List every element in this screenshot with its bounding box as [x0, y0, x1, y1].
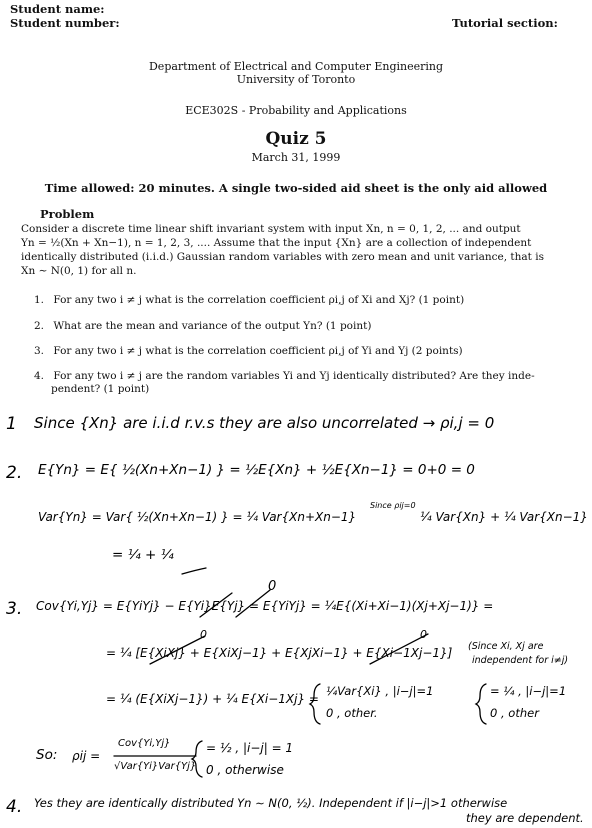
case-brace [192, 741, 202, 777]
question-text: For any two i ≠ j what is the correlation coefficient ρi,j of Yi and Yj (2 points) [53, 345, 463, 357]
answer-4: Yes they are identically distributed Yn ∼ N(0, ½). Independent if |i−j|>1 otherwise [34, 796, 508, 810]
cross-out-stroke [370, 634, 428, 664]
answer-3-case-2: 0 , other. [326, 706, 378, 720]
university: University of Toronto [236, 73, 356, 86]
tutorial-section-label: Tutorial section: [452, 16, 558, 30]
question-number: 4. [34, 370, 45, 382]
so-label: So: [36, 747, 58, 763]
answer-2-variance: Var{Yn} = Var{ ½(Xn+Xn−1) } = ¼ Var{Xn+Xn−1} [38, 510, 357, 524]
case-brace [310, 684, 320, 724]
rho-numerator: Cov{Yi,Yj} [118, 738, 171, 749]
answer-1: Since {Xn} are i.i.d r.v.s they are also uncorrelated → ρi,j = 0 [34, 414, 495, 432]
cross-out-stroke [200, 593, 232, 617]
answer-3-number: 3. [6, 599, 23, 619]
answer-3-note: (Since Xi, Xj are [468, 641, 544, 652]
answer-2-number: 2. [6, 463, 23, 483]
quiz-title: Quiz 5 [265, 129, 327, 149]
crossed-term-zero: 0 [268, 579, 277, 594]
answer-3-reduced: = ¼ (E{XiXj−1}) + ¼ E{Xi−1Xj} = [106, 692, 319, 706]
student-name-label: Student name: [10, 2, 105, 16]
answer-2-note: Since ρij=0 [370, 501, 416, 510]
question-number: 1. [34, 294, 45, 306]
statement-line: Xn ∼ N(0, 1) for all n. [21, 265, 137, 277]
question-4-continued: pendent? (1 point) [51, 383, 150, 395]
answer-3-note: independent for i≠j) [472, 655, 569, 666]
problem-heading: Problem [40, 207, 95, 221]
department: Department of Electrical and Computer Engineering [148, 60, 444, 73]
answer-2-variance-result: ¼ Var{Xn} + ¼ Var{Xn−1} [420, 510, 588, 524]
rho-lhs: ρij = [72, 749, 101, 763]
quiz-date: March 31, 1999 [251, 151, 341, 164]
cross-out-stroke [236, 590, 270, 617]
student-number-label: Student number: [10, 16, 120, 30]
answer-4-number: 4. [6, 797, 23, 817]
question-text: For any two i ≠ j are the random variables Yi and Yj identically distributed? Are they inde- [53, 370, 535, 382]
rho-denominator: √Var{Yi}Var{Yj} [114, 761, 197, 772]
answer-4-continued: they are dependent. [466, 811, 584, 825]
answer-1-number: 1 [6, 414, 17, 434]
statement-line: Consider a discrete time linear shift invariant system with input Xn, n = 0, 1, 2, ... and output [21, 223, 521, 235]
answer-3-result-1: = ¼ , |i−j|=1 [490, 684, 567, 698]
cross-out-stroke [150, 636, 205, 664]
question-number: 2. [34, 320, 45, 332]
time-allowed: Time allowed: 20 minutes. A single two-sided aid sheet is the only aid allowed [44, 181, 548, 195]
scribble-mark [182, 568, 206, 574]
answer-2-mean: E{Yn} = E{ ½(Xn+Xn−1) } = ½E{Xn} + ½E{Xn−1} = 0+0 = 0 [38, 462, 475, 478]
answer-3-covariance: Cov{Yi,Yj} = E{YiYj} − E{Yi}E{Yj} = E{YiYj} = ¼E{(Xi+Xi−1)(Xj+Xj−1)} = [36, 599, 494, 613]
answer-3-case-1: ¼Var{Xi} , |i−j|=1 [326, 684, 434, 698]
answer-3-result-2: 0 , other [490, 706, 539, 720]
question-text: What are the mean and variance of the output Yn? (1 point) [53, 320, 372, 332]
statement-line: identically distributed (i.i.d.) Gaussian random variables with zero mean and unit variance, that is [21, 251, 544, 263]
question-number: 3. [34, 345, 45, 357]
rho-case-2: 0 , otherwise [206, 763, 284, 777]
question-text: For any two i ≠ j what is the correlation coefficient ρi,j of Xi and Xj? (1 point) [53, 294, 465, 306]
answer-2-sum: = ¼ + ¼ [112, 547, 174, 563]
rho-case-1: = ½ , |i−j| = 1 [206, 741, 294, 755]
case-brace [476, 684, 486, 724]
crossed-term-zero: 0 [200, 628, 207, 641]
statement-line: Yn = ½(Xn + Xn−1), n = 1, 2, 3, .... Assume that the input {Xn} are a collection of independent [21, 237, 532, 249]
crossed-term-zero: 0 [420, 628, 427, 641]
answer-3-expansion: = ¼ [E{XiXj} + E{XiXj−1} + E{XjXi−1} + E{Xi−1Xj−1}] [106, 646, 453, 660]
course: ECE302S - Probability and Applications [185, 104, 407, 117]
